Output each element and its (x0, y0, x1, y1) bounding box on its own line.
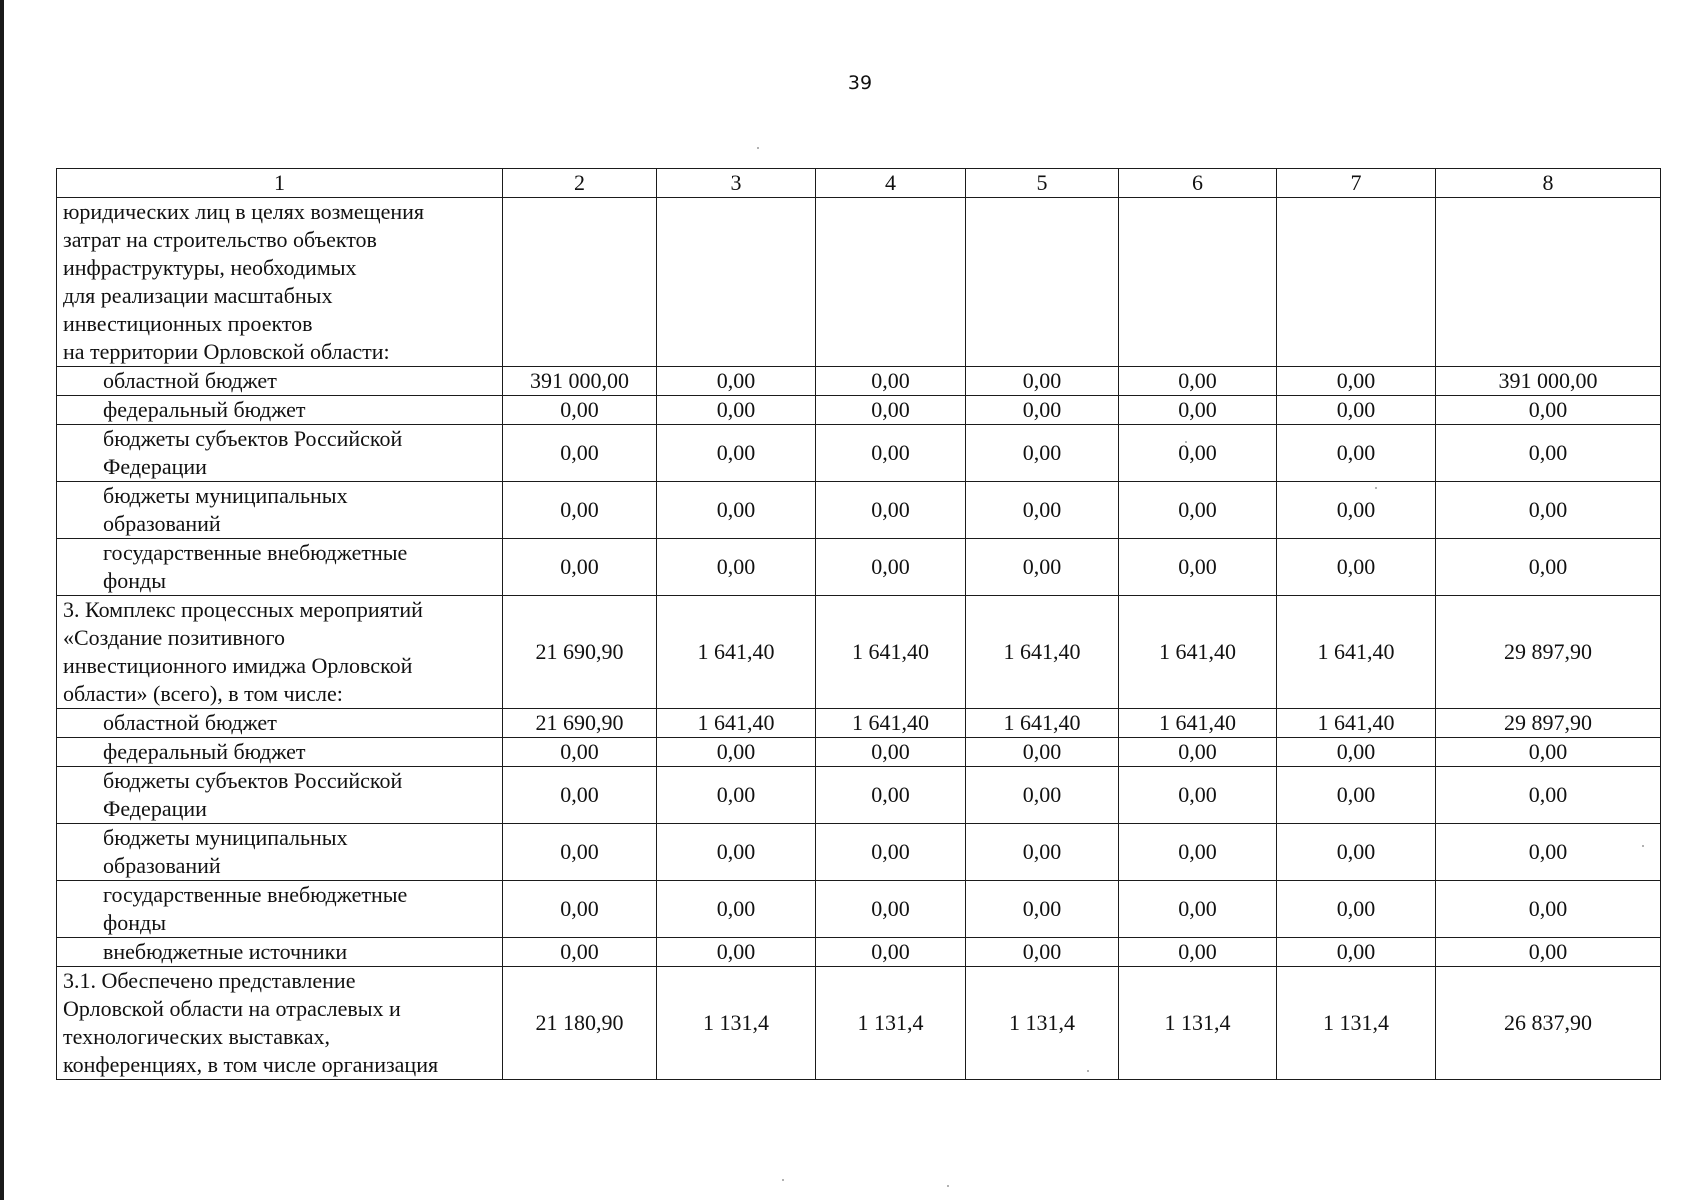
value-cell-col-5: 0,00 (966, 938, 1119, 967)
value-cell-col-7: 1 641,40 (1277, 709, 1436, 738)
value-cell-col-6: 1 641,40 (1119, 596, 1277, 709)
row-label: 3. Комплекс процессных мероприятий «Создание позитивного инвестиционного имиджа Орловской области» (всего), в том числе: (57, 596, 503, 709)
value-cell-col-2: 0,00 (503, 767, 657, 824)
value-cell-col-6 (1119, 198, 1277, 367)
row-label: бюджеты муниципальных образований (57, 824, 503, 881)
value-cell-col-6: 0,00 (1119, 539, 1277, 596)
value-cell-col-8: 0,00 (1436, 482, 1661, 539)
value-cell-col-3: 0,00 (657, 738, 816, 767)
value-cell-col-8: 0,00 (1436, 396, 1661, 425)
column-header: 6 (1119, 169, 1277, 198)
table-row (57, 396, 1661, 425)
value-cell-col-2: 0,00 (503, 938, 657, 967)
value-cell-col-5 (966, 198, 1119, 367)
value-cell-col-3: 0,00 (657, 482, 816, 539)
scan-speck (947, 1185, 949, 1187)
table-row (57, 881, 1661, 938)
value-cell-col-3: 0,00 (657, 425, 816, 482)
value-cell-col-6: 0,00 (1119, 482, 1277, 539)
value-cell-col-4: 1 641,40 (816, 709, 966, 738)
value-cell-col-7: 0,00 (1277, 482, 1436, 539)
value-cell-col-8: 29 897,90 (1436, 709, 1661, 738)
value-cell-col-3: 0,00 (657, 881, 816, 938)
value-cell-col-2: 391 000,00 (503, 367, 657, 396)
value-cell-col-6: 0,00 (1119, 767, 1277, 824)
row-label: областной бюджет (57, 367, 503, 396)
value-cell-col-3: 0,00 (657, 767, 816, 824)
value-cell-col-5: 0,00 (966, 482, 1119, 539)
value-cell-col-6: 0,00 (1119, 367, 1277, 396)
scan-speck (782, 1179, 784, 1181)
value-cell-col-2: 0,00 (503, 396, 657, 425)
value-cell-col-4: 0,00 (816, 425, 966, 482)
value-cell-col-6: 1 131,4 (1119, 967, 1277, 1080)
scan-speck (757, 147, 759, 149)
value-cell-col-3: 0,00 (657, 824, 816, 881)
value-cell-col-8: 0,00 (1436, 938, 1661, 967)
value-cell-col-7: 0,00 (1277, 539, 1436, 596)
value-cell-col-5: 0,00 (966, 367, 1119, 396)
column-header: 8 (1436, 169, 1661, 198)
value-cell-col-4: 0,00 (816, 367, 966, 396)
table-row (57, 367, 1661, 396)
table-row (57, 767, 1661, 824)
row-label: федеральный бюджет (57, 738, 503, 767)
value-cell-col-7: 1 131,4 (1277, 967, 1436, 1080)
table-row (57, 596, 1661, 709)
table-row (57, 198, 1661, 367)
value-cell-col-7: 0,00 (1277, 738, 1436, 767)
value-cell-col-8: 0,00 (1436, 425, 1661, 482)
value-cell-col-4: 0,00 (816, 824, 966, 881)
value-cell-col-4: 0,00 (816, 396, 966, 425)
value-cell-col-2: 0,00 (503, 824, 657, 881)
value-cell-col-6: 1 641,40 (1119, 709, 1277, 738)
value-cell-col-7: 0,00 (1277, 824, 1436, 881)
value-cell-col-6: 0,00 (1119, 396, 1277, 425)
value-cell-col-8: 0,00 (1436, 738, 1661, 767)
value-cell-col-2: 0,00 (503, 482, 657, 539)
value-cell-col-7: 0,00 (1277, 767, 1436, 824)
table-row (57, 824, 1661, 881)
table-row (57, 539, 1661, 596)
column-header: 1 (57, 169, 503, 198)
value-cell-col-5: 0,00 (966, 738, 1119, 767)
value-cell-col-3: 1 641,40 (657, 596, 816, 709)
value-cell-col-5: 0,00 (966, 881, 1119, 938)
value-cell-col-2: 0,00 (503, 425, 657, 482)
value-cell-col-5: 0,00 (966, 767, 1119, 824)
value-cell-col-2: 21 180,90 (503, 967, 657, 1080)
row-label: федеральный бюджет (57, 396, 503, 425)
row-label: бюджеты субъектов Российской Федерации (57, 767, 503, 824)
value-cell-col-7: 1 641,40 (1277, 596, 1436, 709)
table-row (57, 738, 1661, 767)
value-cell-col-7 (1277, 198, 1436, 367)
value-cell-col-6: 0,00 (1119, 881, 1277, 938)
table-header-row (57, 169, 1661, 198)
value-cell-col-4: 0,00 (816, 938, 966, 967)
value-cell-col-3: 0,00 (657, 938, 816, 967)
value-cell-col-5: 0,00 (966, 539, 1119, 596)
budget-table (56, 168, 1661, 1080)
column-header: 3 (657, 169, 816, 198)
value-cell-col-2: 21 690,90 (503, 596, 657, 709)
value-cell-col-5: 1 641,40 (966, 709, 1119, 738)
value-cell-col-8 (1436, 198, 1661, 367)
value-cell-col-7: 0,00 (1277, 938, 1436, 967)
table-row (57, 482, 1661, 539)
value-cell-col-4: 0,00 (816, 482, 966, 539)
value-cell-col-8: 29 897,90 (1436, 596, 1661, 709)
row-label: бюджеты субъектов Российской Федерации (57, 425, 503, 482)
table-row (57, 425, 1661, 482)
row-label: государственные внебюджетные фонды (57, 539, 503, 596)
value-cell-col-6: 0,00 (1119, 938, 1277, 967)
value-cell-col-2: 21 690,90 (503, 709, 657, 738)
row-label: 3.1. Обеспечено представление Орловской области на отраслевых и технологических выставках, конференциях, в том числе организация (57, 967, 503, 1080)
value-cell-col-7: 0,00 (1277, 425, 1436, 482)
value-cell-col-8: 0,00 (1436, 824, 1661, 881)
page-number: 39 (847, 72, 873, 94)
column-header: 4 (816, 169, 966, 198)
value-cell-col-8: 391 000,00 (1436, 367, 1661, 396)
value-cell-col-4: 0,00 (816, 539, 966, 596)
value-cell-col-4: 1 131,4 (816, 967, 966, 1080)
value-cell-col-5: 1 641,40 (966, 596, 1119, 709)
value-cell-col-7: 0,00 (1277, 881, 1436, 938)
value-cell-col-2 (503, 198, 657, 367)
value-cell-col-3: 1 131,4 (657, 967, 816, 1080)
row-label: бюджеты муниципальных образований (57, 482, 503, 539)
row-label: внебюджетные источники (57, 938, 503, 967)
value-cell-col-5: 1 131,4 (966, 967, 1119, 1080)
value-cell-col-2: 0,00 (503, 738, 657, 767)
scan-edge-bar (0, 0, 4, 1200)
value-cell-col-2: 0,00 (503, 539, 657, 596)
value-cell-col-6: 0,00 (1119, 824, 1277, 881)
value-cell-col-3: 0,00 (657, 539, 816, 596)
value-cell-col-8: 26 837,90 (1436, 967, 1661, 1080)
row-label: юридических лиц в целях возмещения затрат на строительство объектов инфраструктуры, необходимых для реализации масштабных инвестиционных проектов на территории Орловской области: (57, 198, 503, 367)
value-cell-col-3: 0,00 (657, 396, 816, 425)
value-cell-col-4 (816, 198, 966, 367)
column-header: 7 (1277, 169, 1436, 198)
column-header: 2 (503, 169, 657, 198)
value-cell-col-5: 0,00 (966, 824, 1119, 881)
value-cell-col-8: 0,00 (1436, 881, 1661, 938)
value-cell-col-4: 0,00 (816, 767, 966, 824)
value-cell-col-6: 0,00 (1119, 425, 1277, 482)
value-cell-col-7: 0,00 (1277, 396, 1436, 425)
value-cell-col-3 (657, 198, 816, 367)
value-cell-col-3: 0,00 (657, 367, 816, 396)
value-cell-col-5: 0,00 (966, 425, 1119, 482)
value-cell-col-8: 0,00 (1436, 539, 1661, 596)
column-header: 5 (966, 169, 1119, 198)
table-row (57, 709, 1661, 738)
value-cell-col-3: 1 641,40 (657, 709, 816, 738)
value-cell-col-4: 0,00 (816, 881, 966, 938)
row-label: областной бюджет (57, 709, 503, 738)
value-cell-col-6: 0,00 (1119, 738, 1277, 767)
table-row (57, 938, 1661, 967)
row-label: государственные внебюджетные фонды (57, 881, 503, 938)
value-cell-col-2: 0,00 (503, 881, 657, 938)
value-cell-col-4: 1 641,40 (816, 596, 966, 709)
value-cell-col-7: 0,00 (1277, 367, 1436, 396)
value-cell-col-5: 0,00 (966, 396, 1119, 425)
table-row (57, 967, 1661, 1080)
value-cell-col-8: 0,00 (1436, 767, 1661, 824)
value-cell-col-4: 0,00 (816, 738, 966, 767)
